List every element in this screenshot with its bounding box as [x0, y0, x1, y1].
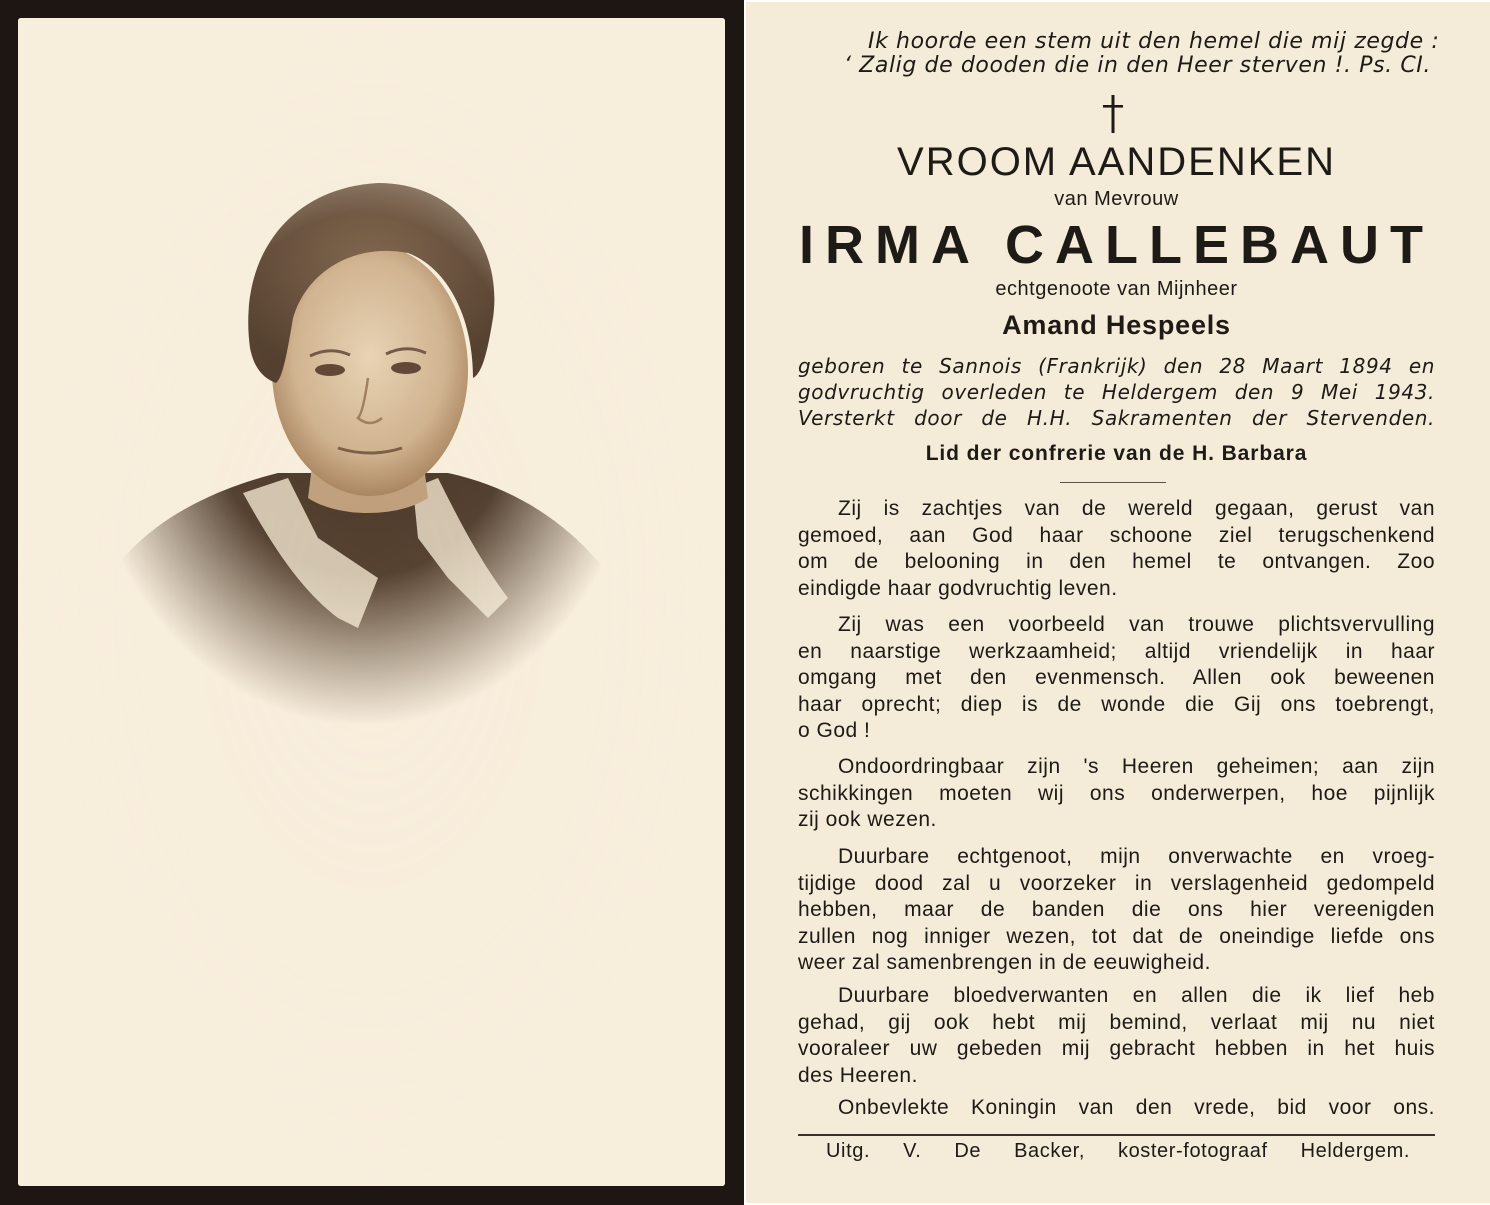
paragraph-line: tijdige dood zal u voorzeker in verslagenheid gedompeld [798, 871, 1435, 895]
paragraph-line: en naarstige werkzaamheid; altijd vriendelijk in haar [798, 639, 1435, 663]
portrait-card [0, 0, 744, 1205]
paragraph [798, 754, 1435, 834]
quote-line-2: ‘ Zalig de dooden die in den Heer sterven !. [844, 53, 1352, 78]
paragraph [798, 612, 1435, 745]
deceased-name: IRMA CALLEBAUT [799, 215, 1434, 275]
paragraph-line: hebben, maar de banden die ons hier vereenigden [798, 898, 1435, 921]
memorial-text-card [746, 2, 1490, 1203]
cross-icon [1098, 95, 1128, 133]
paragraph-line: Zij was een voorbeeld van trouwe plichtsvervulling [838, 613, 1435, 636]
paragraph-line: Ondoordringbaar zijn 's Heeren geheimen; aan zijn [838, 755, 1435, 778]
divider-long [798, 1134, 1435, 1136]
paragraph-line: zij ook wezen. [798, 808, 937, 831]
paragraph-line: eindigde haar godvruchtig leven. [798, 576, 1118, 600]
paragraph-line: om de belooning in den hemel te ontvangen. Zoo [798, 550, 1435, 573]
paragraph [798, 983, 1435, 1089]
divider-short [1060, 482, 1166, 483]
paragraph-line: gemoed, aan God haar schoone ziel terugschenkend [798, 523, 1435, 547]
subtitle-spouse-of: echtgenoote van Mijnheer [995, 278, 1238, 300]
bio-line: geboren te Sannois (Frankrijk) den 28 Maart 1894 en [798, 354, 1435, 378]
paragraph [798, 1095, 1435, 1122]
paragraph-line: schikkingen moeten wij ons onderwerpen, hoe pijnlijk [798, 781, 1435, 805]
spouse-name: Amand Hespeels [1002, 310, 1231, 340]
paragraph-line: vooraleer uw gebeden mij gebracht hebben in het huis [798, 1037, 1435, 1060]
bio-line: Versterkt door de H.H. Sakramenten der Stervenden. [798, 406, 1435, 430]
paragraph-line: Duurbare bloedverwanten en allen die ik lief heb [838, 984, 1435, 1007]
paragraph-line: Duurbare echtgenoot, mijn onverwachte en vroeg- [838, 845, 1435, 868]
paragraph-line: zullen nog inniger wezen, tot dat de oneindige liefde ons [798, 924, 1435, 948]
paragraph-line: Zij is zachtjes van de wereld gegaan, gerust van [838, 497, 1435, 520]
paragraph-line: o God ! [798, 719, 871, 742]
portrait-image [18, 18, 725, 1186]
paragraph-line: gehad, gij ook hebt mij bemind, verlaat mij nu niet [798, 1010, 1435, 1034]
subtitle-van-mevrouw: van Mevrouw [1054, 188, 1179, 210]
paragraph-line: des Heeren. [798, 1063, 918, 1087]
confraternity-line: Lid der confrerie van de H. Barbara [925, 442, 1308, 465]
paragraph-line: haar oprecht; diep is de wonde die Gij ons toebrengt, [798, 692, 1435, 716]
quote-line-1: Ik hoorde een stem uit den hemel die mij zegde : [868, 29, 1440, 54]
portrait-photo [18, 18, 725, 1186]
memorial-title: VROOM AANDENKEN [897, 140, 1336, 184]
paragraph [798, 844, 1435, 977]
paragraph-line: omgang met den evenmensch. Allen ook beweenen [798, 666, 1435, 689]
paragraph-line: weer zal samenbrengen in de eeuwigheid. [798, 951, 1211, 974]
publisher-footer: Uitg. V. De Backer, koster-fotograaf Heldergem. [826, 1140, 1410, 1162]
paragraph [798, 496, 1435, 602]
paragraph-line: Onbevlekte Koningin van den vrede, bid voor ons. [838, 1096, 1435, 1119]
quote-reference: Ps. CI. [1359, 53, 1431, 78]
bio-line: godvruchtig overleden te Heldergem den 9 Mei 1943. [798, 380, 1435, 404]
